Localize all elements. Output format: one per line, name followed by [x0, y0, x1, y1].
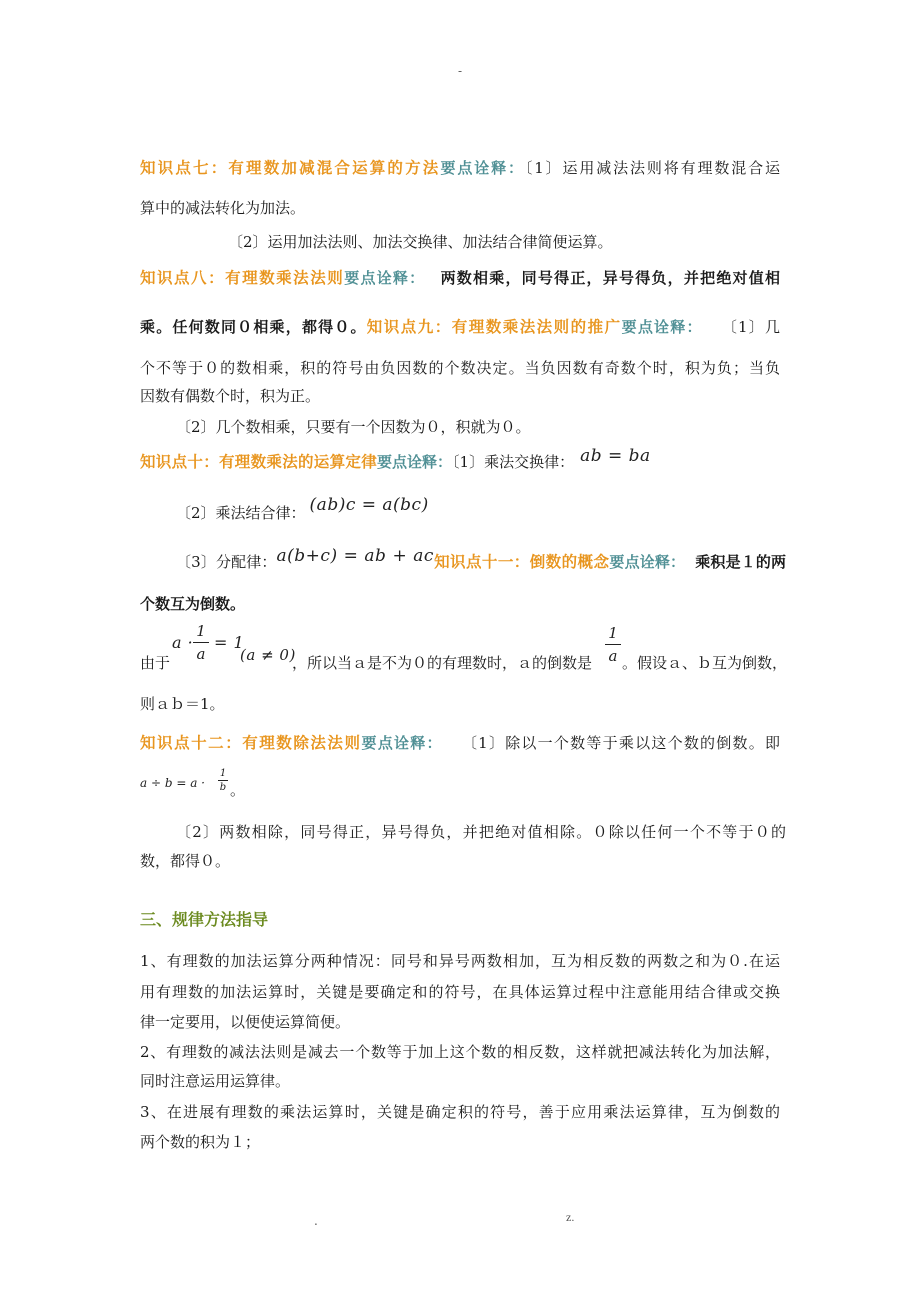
- page-footer-left: .: [314, 1214, 318, 1228]
- kp10-line1: [140, 446, 780, 472]
- s3-item3-l2: 两个数的积为１；: [140, 1133, 261, 1151]
- kp7-tag: 要点诠释：: [440, 159, 525, 177]
- kp12-f-lhs: a ÷ b = a ·: [140, 776, 205, 790]
- kp9-p2: 〔2〕几个数相乘，只要有一个因数为０，积就为０。: [176, 418, 531, 436]
- kp11-mid: ，所以当ａ是不为０的有理数时，ａ的倒数是: [292, 654, 593, 672]
- kp10-law1-formula: ab = ba: [580, 446, 651, 466]
- kp11-def-b: 个数互为倒数。: [140, 595, 246, 613]
- kp11-f-a: a ·: [172, 633, 194, 652]
- kp9-line2: 个不等于０的数相乘，积的符号由负因数的个数决定。当负因数有奇数个时，积为负；当负: [140, 359, 780, 377]
- kp12-line1: [140, 733, 780, 753]
- kp12-p1: 〔1〕除以一个数等于乘以这个数的倒数。即: [460, 734, 781, 752]
- kp7-title: 知识点七：有理数加减混合运算的方法: [140, 158, 441, 177]
- kp8-line1: [140, 268, 780, 288]
- kp11-r-frac: [605, 624, 621, 665]
- s3-item1-l2: 用有理数的加法运算时，关键是要确定和的符号，在具体运算过程中注意能用结合律或交换: [140, 983, 780, 1001]
- kp8-rule-a: 两数相乘，同号得正，异号得负，并把绝对值相: [439, 269, 780, 287]
- kp7-p1-rest: 〔1〕运用减法法则将有理数混合运: [524, 159, 780, 177]
- kp12-title: 知识点十二：有理数除法法则: [140, 733, 362, 752]
- page-header-mark: -: [457, 64, 463, 78]
- kp9-p1-start: 〔1〕几: [720, 318, 780, 336]
- kp10-law2-label: 〔2〕乘法结合律：: [176, 504, 306, 522]
- kp10-law1-label: 〔1〕乘法交换律：: [452, 453, 575, 471]
- kp10-law3-label: 〔3〕分配律：: [176, 553, 277, 571]
- kp10-law2-formula: (ab)c = a(bc): [309, 495, 429, 515]
- kp11-r-den: a: [608, 647, 618, 665]
- kp8-tag: 要点诠释：: [344, 269, 426, 287]
- kp9-title: 知识点九：有理数乘法法则的推广: [366, 317, 622, 336]
- kp12-f-den: b: [219, 782, 227, 793]
- kp12-p2-l1: 〔2〕两数相除，同号得正，异号得负，并把绝对值相除。０除以任何一个不等于０的: [176, 823, 786, 841]
- kp7-p2: 〔2〕运用加法法则、加法交换律、加法结合律简便运算。: [228, 233, 613, 251]
- s3-item2-l1: 2、有理数的减法法则是减去一个数等于加上这个数的相反数，这样就把减法转化为加法解，: [140, 1043, 780, 1061]
- s3-item1-l1: 1、有理数的加法运算分两种情况：同号和异号两数相加，互为相反数的两数之和为０.在运: [140, 952, 780, 970]
- kp11-f-den: a: [196, 645, 206, 663]
- kp11-f-cond: (a ≠ 0): [240, 646, 296, 664]
- kp11-f-eq: = 1: [214, 633, 245, 652]
- kp11-r-num: 1: [608, 624, 618, 642]
- kp10-title: 知识点十：有理数乘法的运算定律: [140, 452, 378, 471]
- kp7-line2: 算中的减法转化为加法。: [140, 199, 306, 217]
- kp12-f-end: 。: [230, 781, 246, 799]
- kp9-tag: 要点诠释：: [621, 318, 703, 336]
- page-footer-right: z.: [566, 1210, 575, 1224]
- kp8-title: 知识点八：有理数乘法法则: [140, 268, 345, 287]
- s3-item1-l3: 律一定要用，以便使运算简便。: [140, 1013, 351, 1031]
- kp12-tag: 要点诠释：: [361, 734, 443, 752]
- kp11-title: 知识点十一：倒数的概念: [433, 552, 610, 571]
- s3-item3-l1: 3、在进展有理数的乘法运算时，关键是确定积的符号，善于应用乘法运算律，互为倒数的: [140, 1103, 780, 1121]
- kp11-tail: 。假设ａ、ｂ互为倒数，: [622, 654, 788, 672]
- kp10-law3-line: [176, 546, 786, 572]
- kp10-law2: [176, 495, 786, 523]
- section3-title: 三、规律方法指导: [140, 910, 269, 929]
- kp9-line1: [140, 317, 780, 337]
- kp11-f-frac: [193, 622, 209, 663]
- kp11-because: 由于: [140, 654, 171, 672]
- s3-item2-l2: 同时注意运用运算律。: [140, 1072, 291, 1090]
- kp10-law3-formula: a(b+c) = ab + ac: [276, 546, 434, 566]
- kp8-rule-b: 乘。任何数同０相乘，都得０。: [140, 318, 367, 336]
- kp11-def-a: 乘积是１的两: [695, 553, 786, 571]
- kp7-line1: [140, 158, 780, 178]
- kp11-f-num: 1: [196, 622, 206, 640]
- kp12-f-num: 1: [219, 768, 227, 779]
- kp11-then: 则ａｂ＝1。: [140, 695, 225, 713]
- kp11-tag: 要点诠释：: [609, 553, 686, 571]
- kp10-tag: 要点诠释：: [377, 453, 453, 471]
- kp12-f-frac: [218, 768, 228, 793]
- kp9-line3: 因数有偶数个时，积为正。: [140, 387, 321, 405]
- kp12-p2-l2: 数，都得０。: [140, 852, 231, 870]
